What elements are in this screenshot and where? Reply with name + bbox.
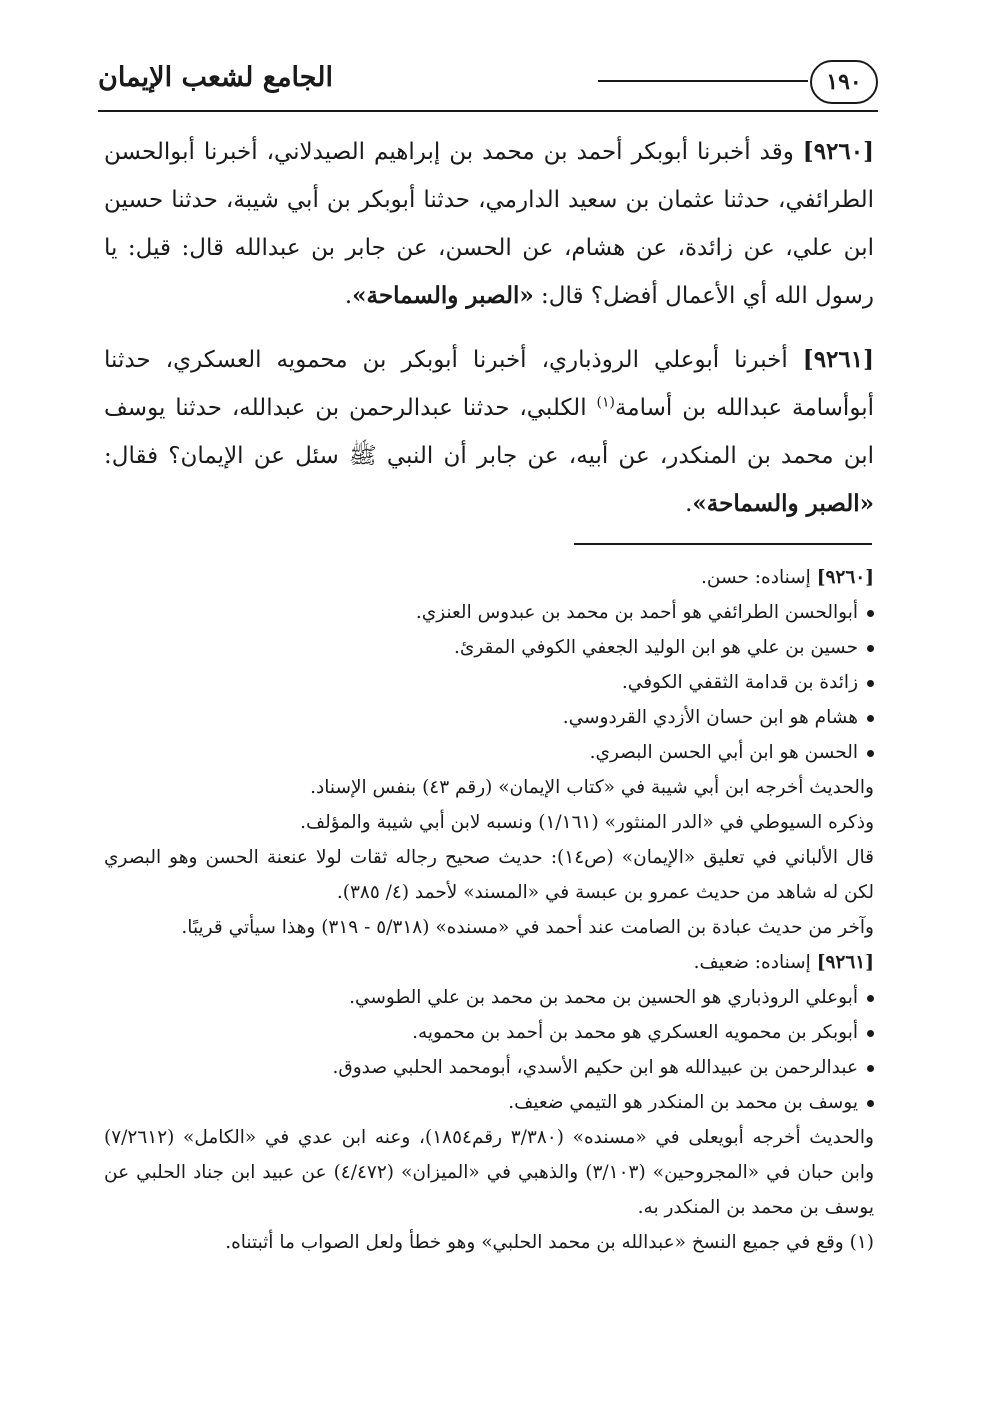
hadith-quote: «الصبر والسماحة»: [352, 282, 534, 309]
note-number: [٩٢٦٠]: [816, 567, 874, 588]
hadith-text: أخبرنا أبوعلي الروذباري، أخبرنا أبوبكر بن محمويه العسكري، حدثنا أبوأسامة عبدالله بن أسامة: [104, 347, 874, 421]
footnote-ref: (١): [596, 394, 615, 411]
running-title: الجامع لشعب الإيمان: [98, 62, 333, 93]
hadith-text: وقد أخبرنا أبوبكر أحمد بن محمد بن إبراهيم الصيدلاني، أخبرنا أبوالحسن الطرائفي، حدثنا عثمان بن سعيد الدارمي، حدثنا أبوبكر بن أبي شيبة، حدثنا حسين ابن علي، عن زائدة، عن هشام، عن الحسن، عن جابر بن عبدالله قال: قيل: يا رسول الله أي الأعمال أفضل؟ قال:: [104, 139, 874, 309]
note-text: وآخر من حديث عبادة بن الصامت عند أحمد في «مسنده» (٥/٣١٨ - ٣١٩) وهذا سيأتي قريبًا.: [181, 917, 874, 938]
note-text: والحديث أخرجه ابن أبي شيبة في «كتاب الإيمان» (رقم ٤٣) بنفس الإسناد.: [310, 777, 874, 798]
note-number: [٩٢٦١]: [816, 952, 874, 973]
hadith-end: .: [344, 283, 353, 309]
note-grade: إسناده: ضعيف.: [693, 952, 817, 973]
hadith-text-cont: الكلبي، حدثنا عبدالرحمن بن عبدالله، حدثنا يوسف ابن محمد بن المنكدر، عن أبيه، عن جابر أن النبي ﷺ سئل عن الإيمان؟ فقال:: [104, 395, 874, 469]
note-bullet: أبوعلي الروذباري هو الحسين بن محمد بن محمد بن علي الطوسي.: [104, 980, 874, 1015]
note-bullet: أبوالحسن الطرائفي هو أحمد بن محمد بن عبدوس العنزي.: [104, 595, 874, 630]
footnotes: [104, 560, 874, 1260]
header-rule: [598, 80, 808, 82]
hadith-9260: [104, 128, 874, 320]
page-header: [98, 58, 878, 110]
note-heading-9260: [104, 560, 874, 595]
note-grade: إسناده: حسن.: [701, 567, 817, 588]
note-text: وذكره السيوطي في «الدر المنثور» (١/١٦١) ونسبه لابن أبي شيبة والمؤلف.: [300, 812, 874, 833]
main-text: [104, 128, 874, 544]
note-bullet: يوسف بن محمد بن المنكدر هو التيمي ضعيف.: [104, 1085, 874, 1120]
note-text: والحديث أخرجه أبويعلى في «مسنده» (٣/٣٨٠ رقم١٨٥٤)، وعنه ابن عدي في «الكامل» (٧/٢٦١٢) وابن حبان في «المجروحين» (٣/١٠٣) والذهبي في «الميزان» (٤/٤٧٢) عن عبيد ابن جناد الحلبي عن يوسف بن محمد بن المنكدر به.: [104, 1127, 875, 1218]
note-bullet: عبدالرحمن بن عبيدالله هو ابن حكيم الأسدي، أبومحمد الحلبي صدوق.: [104, 1050, 874, 1085]
note-bullet: هشام هو ابن حسان الأزدي القردوسي.: [104, 700, 874, 735]
note-text: قال الألباني في تعليق «الإيمان» (ص١٤): حديث صحيح رجاله ثقات لولا عنعنة الحسن وهو البصري لكن له شاهد من حديث عمرو بن عبسة في «المسند» لأحمد (٤/ ٣٨٥).: [104, 847, 874, 903]
hadith-quote: «الصبر والسماحة»: [692, 490, 874, 517]
page-number: ١٩٠: [810, 60, 878, 104]
hadith-number: [٩٢٦١]: [802, 346, 874, 373]
note-bullet: أبوبكر بن محمويه العسكري هو محمد بن أحمد بن محمويه.: [104, 1015, 874, 1050]
hadith-9261: [104, 336, 874, 528]
note-bullet: حسين بن علي هو ابن الوليد الجعفي الكوفي المقرئ.: [104, 630, 874, 665]
header-underline: [98, 110, 878, 112]
note-bullet: زائدة بن قدامة الثقفي الكوفي.: [104, 665, 874, 700]
note-heading-9261: [104, 945, 874, 980]
editor-footnote: (١) وقع في جميع النسخ «عبدالله بن محمد الحلبي» وهو خطأ ولعل الصواب ما أثبتناه.: [225, 1232, 874, 1253]
footnote-separator: [574, 543, 872, 545]
hadith-number: [٩٢٦٠]: [802, 138, 874, 165]
note-bullet: الحسن هو ابن أبي الحسن البصري.: [104, 735, 874, 770]
hadith-end: .: [685, 491, 693, 517]
